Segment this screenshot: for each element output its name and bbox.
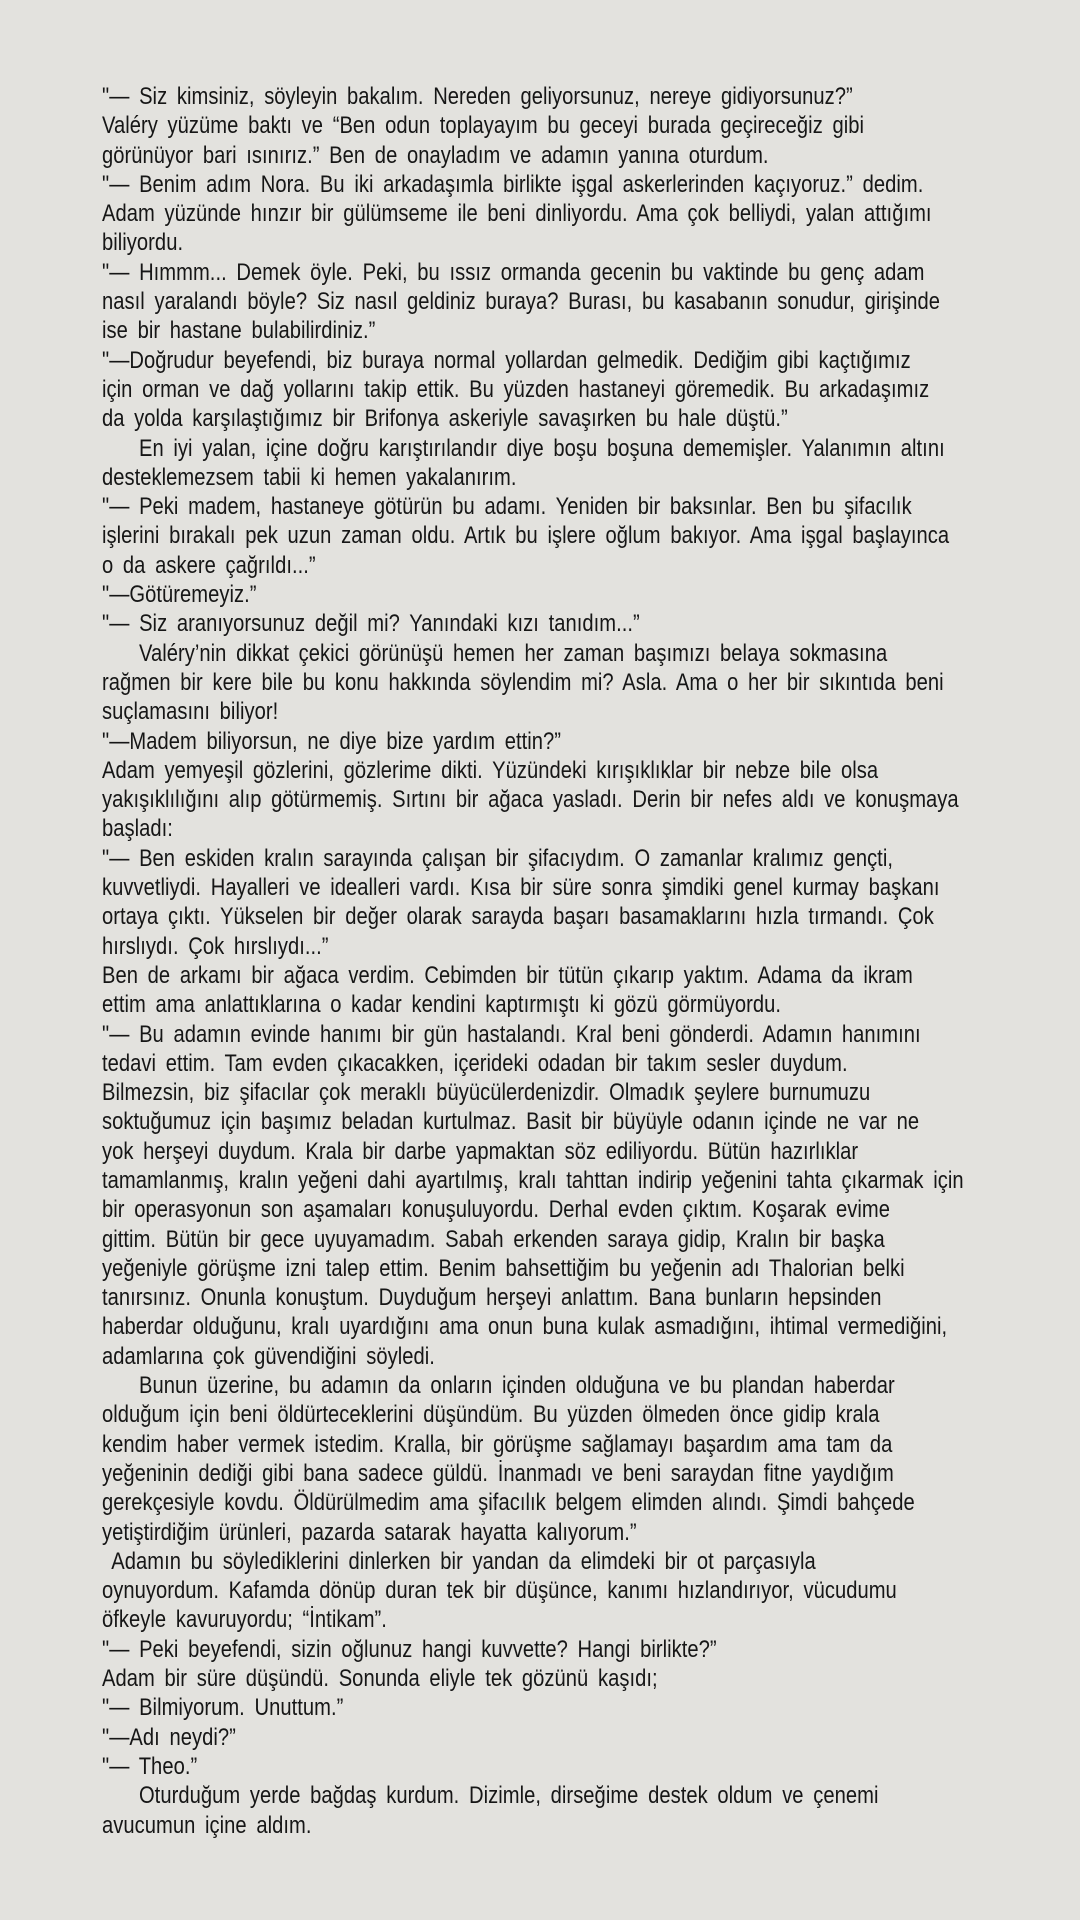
paragraph (102, 111, 967, 170)
paragraph (102, 1693, 967, 1722)
text-line: Adam bir süre düşündü. Sonunda eliyle tek gözünü kaşıdı; (102, 1665, 658, 1693)
text-line: da yolda karşılaştığımız bir Brifonya askeriyle savaşırken bu hale düştü.” (102, 405, 788, 433)
text-line: tamamlanmış, kralın yeğeni dahi ayartılmış, kralı tahttan indirip yeğenini tahta çıkarmak için (102, 1166, 964, 1194)
text-line: "—Madem biliyorsun, ne diye bize yardım ettin?” (102, 727, 562, 755)
text-line: oynuyordum. Kafamda dönüp duran tek bir düşünce, kanımı hızlandırıyor, vücudumu (102, 1577, 897, 1605)
paragraph (102, 961, 967, 1020)
paragraph (102, 844, 967, 961)
text-line: "— Peki beyefendi, sizin oğlunuz hangi kuvvette? Hangi birlikte?” (102, 1635, 717, 1663)
paragraph (102, 1664, 967, 1693)
text-line: desteklemezsem tabii ki hemen yakalanırım. (102, 463, 517, 491)
paragraph (102, 1723, 967, 1752)
text-line: yok herşeyi duydum. Krala bir darbe yapmaktan söz ediliyordu. Bütün hazırlıklar (102, 1137, 859, 1165)
text-line: hırslıydı. Çok hırslıydı...” (102, 932, 329, 960)
text-line: işlerini bırakalı pek uzun zaman oldu. Artık bu işlere oğlum bakıyor. Ama işgal başlayınca (102, 522, 950, 550)
text-line: tanırsınız. Onunla konuştum. Duyduğum herşeyi anlattım. Bana bunların hepsinden (102, 1284, 882, 1312)
text-line: Bilmezsin, biz şifacılar çok meraklı büyücülerdenizdir. Olmadık şeylere burnumuzu (102, 1079, 871, 1107)
paragraph (102, 756, 967, 844)
text-line: ettim ama anlattıklarına o kadar kendini kaptırmıştı ki gözü görmüyordu. (102, 991, 782, 1019)
text-line: için orman ve dağ yollarını takip ettik. Bu yüzden hastaneyi göremedik. Bu arkadaşımız (102, 375, 930, 403)
text-line: yeğeniyle görüşme izni talep ettim. Benim bahsettiğim bu yeğenin adı Thalorian belki (102, 1254, 905, 1282)
paragraph (102, 609, 967, 638)
text-line: Oturduğum yerde bağdaş kurdum. Dizimle, dirseğime destek oldum ve çenemi (138, 1782, 879, 1810)
text-line: tedavi ettim. Tam evden çıkacakken, içerideki odadan bir takım sesler duydum. (102, 1049, 848, 1077)
text-line: kuvvetliydi. Hayalleri ve idealleri vardı. Kısa bir süre sonra şimdiki genel kurmay başkanı (102, 874, 940, 902)
text-line: "—Götüremeyiz.” (102, 581, 257, 609)
paragraph (102, 170, 967, 199)
paragraph (102, 82, 967, 111)
text-line: görünüyor bari ısınırız.” Ben de onayladım ve adamın yanına oturdum. (102, 141, 769, 169)
paragraph (102, 1547, 967, 1635)
text-line: o da askere çağrıldı...” (102, 551, 316, 579)
text-line: ise bir hastane bulabilirdiniz.” (102, 317, 376, 345)
text-line: biliyordu. (102, 229, 184, 257)
text-line: suçlamasını biliyor! (102, 698, 279, 726)
paragraph (102, 580, 967, 609)
text-line: haberdar olduğunu, kralı uyardığını ama onun buna kulak asmadığını, ihtimal vermediğini, (102, 1313, 948, 1341)
text-line: "— Bilmiyorum. Unuttum.” (102, 1694, 344, 1722)
paragraph (102, 258, 967, 346)
text-line: "— Theo.” (102, 1752, 198, 1780)
text-line: Bunun üzerine, bu adamın da onların içinden olduğuna ve bu plandan haberdar (138, 1372, 895, 1400)
text-line: "— Bu adamın evinde hanımı bir gün hastalandı. Kral beni gönderdi. Adamın hanımını (102, 1020, 921, 1048)
text-line: adamlarına çok güvendiğini söyledi. (102, 1342, 435, 1370)
paragraph (102, 492, 967, 580)
page-text (102, 82, 967, 1840)
text-line: gerekçesiyle kovdu. Öldürülmedim ama şifacılık belgem elimden alındı. Şimdi bahçede (102, 1489, 915, 1517)
paragraph (102, 727, 967, 756)
text-line: başladı: (102, 815, 173, 843)
paragraph (102, 639, 967, 727)
text-line: öfkeyle kavuruyordu; “İntikam”. (102, 1606, 387, 1634)
text-line: Ben de arkamı bir ağaca verdim. Cebimden bir tütün çıkarıp yaktım. Adama da ikram (102, 961, 913, 989)
paragraph (102, 434, 967, 493)
paragraph (102, 1371, 967, 1547)
text-line: En iyi yalan, içine doğru karıştırılandır diye boşu boşuna dememişler. Yalanımın altını (138, 434, 945, 462)
text-line: "— Benim adım Nora. Bu iki arkadaşımla birlikte işgal askerlerinden kaçıyoruz.” dedim. (102, 170, 924, 198)
text-line: "— Siz aranıyorsunuz değil mi? Yanındaki kızı tanıdım...” (102, 610, 640, 638)
text-line: Valéry yüzüme baktı ve “Ben odun toplayayım bu geceyi burada geçireceğiz gibi (102, 112, 865, 140)
text-line: olduğum için beni öldürteceklerini düşündüm. Bu yüzden ölmeden önce gidip krala (102, 1401, 880, 1429)
text-line: "—Adı neydi?” (102, 1723, 236, 1751)
paragraph (102, 199, 967, 258)
paragraph (102, 346, 967, 434)
text-line: "— Peki madem, hastaneye götürün bu adamı. Yeniden bir baksınlar. Ben bu şifacılık (102, 493, 912, 521)
text-line: bir operasyonun son aşamaları konuşuluyordu. Derhal evden çıktım. Koşarak evime (102, 1196, 891, 1224)
text-line: "—Doğrudur beyefendi, biz buraya normal yollardan gelmedik. Dediğim gibi kaçtığımız (102, 346, 911, 374)
text-line: "— Hımmm... Demek öyle. Peki, bu ıssız ormanda gecenin bu vaktinde bu genç adam (102, 258, 925, 286)
text-line: kendim haber vermek istedim. Kralla, bir görüşme sağlamayı başardım ama tam da (102, 1430, 893, 1458)
text-line: yakışıklılığını alıp götürmemiş. Sırtını bir ağaca yasladı. Derin bir nefes aldı ve konuşmaya (102, 786, 959, 814)
text-line: ortaya çıktı. Yükselen bir değer olarak sarayda başarı basamaklarını hızla tırmandı. Çok (102, 903, 934, 931)
text-line: soktuğumuz için başımız beladan kurtulmaz. Basit bir büyüyle odanın içinde ne var ne (102, 1108, 920, 1136)
text-line: "— Ben eskiden kralın sarayında çalışan bir şifacıydım. O zamanlar kralımız gençti, (102, 844, 893, 872)
text-line: Adam yüzünde hınzır bir gülümseme ile beni dinliyordu. Ama çok belliydi, yalan attığımı (102, 200, 932, 228)
paragraph (102, 1781, 967, 1840)
text-line: Valéry’nin dikkat çekici görünüşü hemen her zaman başımızı belaya sokmasına (138, 639, 888, 667)
paragraph (102, 1635, 967, 1664)
text-line: nasıl yaralandı böyle? Siz nasıl geldiniz buraya? Burası, bu kasabanın sonudur, girişinde (102, 288, 941, 316)
text-line: avucumun içine aldım. (102, 1811, 312, 1839)
paragraph (102, 1020, 967, 1372)
text-line: rağmen bir kere bile bu konu hakkında söylendim mi? Asla. Ama o her bir sıkıntıda beni (102, 668, 944, 696)
text-line: yetiştirdiğim ürünleri, pazarda satarak hayatta kalıyorum.” (102, 1518, 637, 1546)
text-line: Adamın bu söylediklerini dinlerken bir yandan da elimdeki bir ot parçasıyla (111, 1547, 816, 1575)
paragraph (102, 1752, 967, 1781)
text-line: Adam yemyeşil gözlerini, gözlerime dikti. Yüzündeki kırışıklıklar bir nebze bile olsa (102, 756, 879, 784)
text-line: yeğeninin dediği gibi bana sadece güldü. İnanmadı ve beni saraydan fitne yaydığım (102, 1459, 894, 1487)
text-line: "— Siz kimsiniz, söyleyin bakalım. Nereden geliyorsunuz, nereye gidiyorsunuz?” (102, 83, 853, 110)
text-line: gittim. Bütün bir gece uyuyamadım. Sabah erkenden saraya gidip, Kralın bir başka (102, 1225, 885, 1253)
